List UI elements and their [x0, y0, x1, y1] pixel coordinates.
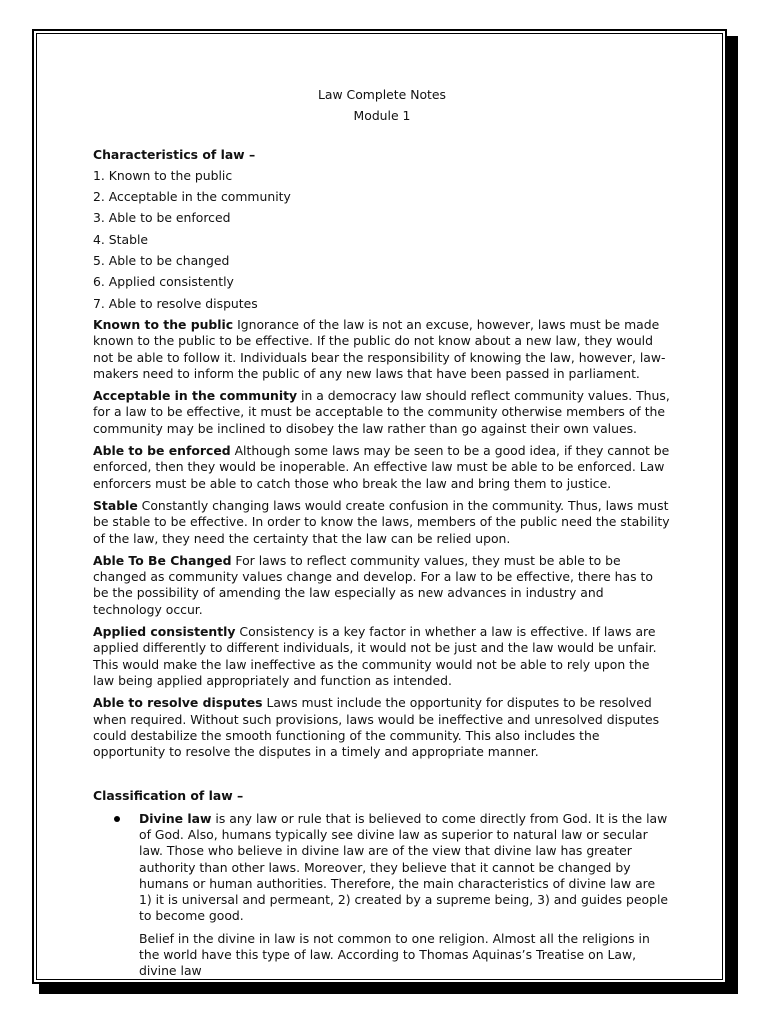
paragraph-text: in a democracy law should reflect community values. Thus, for a law to be effective, it must be acceptable to the community otherwise members of the community may be inclined to disobey the law rather than go against their own values. — [93, 388, 670, 436]
classification-heading: Classification of law – — [93, 788, 244, 804]
paragraph-text: Consistency is a key factor in whether a law is effective. If laws are applied differently to different individuals, it would not be just and the law would be unfair. This would make the law ineffective as the community would not be able to rely upon the law being applied appropriately and function as intended. — [93, 624, 657, 688]
list-item: 4. Stable — [93, 231, 149, 247]
list-item: 5. Able to be changed — [93, 253, 230, 269]
document-title: Law Complete Notes — [317, 87, 446, 102]
paragraph-term: Able To Be Changed — [93, 552, 232, 568]
paragraph-text: Although some laws may be seen to be a good idea, if they cannot be enforced, then they would be inoperable. An effective law must be able to be enforced. Law enforcers must be able to catch those who break the law and bring them to justice. — [93, 443, 670, 491]
page-content — [93, 87, 671, 980]
characteristics-heading: Characteristics of law – — [93, 146, 256, 162]
divine-law-continuation: Belief in the divine in law is not common to one religion. Almost all the religions in the world have this type of law. According to Thomas Aquinas’s Treatise on Law, divine law — [139, 930, 650, 979]
paragraph-stable — [93, 498, 671, 547]
document-page — [32, 29, 727, 984]
characteristics-list — [93, 168, 671, 312]
list-item: 3. Able to be enforced — [93, 210, 231, 226]
paragraph-text: For laws to reflect community values, they must be able to be changed as community values change and develop. For a law to be effective, there has to be the possibility of amending the law especially as new advances in industry and technology occur. — [93, 552, 653, 617]
paragraph-text: is any law or rule that is believed to come directly from God. It is the law of God. Also, humans typically see divine law as superior to natural law or secular law. Those who believe in divine law are of the view that divine law has greater authority than other laws. Moreover, they believe that it cannot be changed by humans or human authorities. Therefore, the main characteristics of divine law are 1) it is universal and permeant, 2) created by a supreme being, 3) and guides people to become good. — [139, 810, 669, 924]
paragraph-enforced — [93, 443, 671, 492]
paragraph-term: Stable — [93, 497, 138, 513]
paragraph-term: Applied consistently — [93, 624, 236, 640]
list-item-divine-law — [93, 811, 671, 925]
classification-list — [93, 811, 671, 925]
module-label: Module 1 — [353, 108, 411, 124]
list-item: 6. Applied consistently — [93, 274, 234, 290]
list-item: 2. Acceptable in the community — [93, 189, 291, 205]
list-item: 1. Known to the public — [93, 167, 233, 183]
list-item: 7. Able to resolve disputes — [93, 295, 258, 311]
paragraph-term: Divine law — [139, 810, 212, 826]
paragraph-disputes — [93, 695, 671, 760]
paragraph-term: Known to the public — [93, 316, 234, 332]
paragraph-text: Constantly changing laws would create confusion in the community. Thus, laws must be stable to be effective. In order to know the laws, members of the public need the stability of the law, they need the certainty that the law can be relied upon. — [93, 497, 670, 546]
paragraph-term: Able to resolve disputes — [93, 695, 263, 711]
paragraph-term: Acceptable in the community — [93, 388, 298, 404]
bullet-icon — [114, 816, 120, 822]
paragraph-consistently — [93, 624, 671, 689]
paragraph-term: Able to be enforced — [93, 443, 231, 459]
paragraph-known-to-public — [93, 317, 671, 382]
paragraph-text: Ignorance of the law is not an excuse, however, laws must be made known to the public to be effective. If the public do not know about a new law, they would not be able to follow it. Individuals bear the responsibility of knowing the law, however, law-makers need to inform the public of any new laws that have been passed in parliament. — [93, 316, 666, 381]
paragraph-text: Laws must include the opportunity for disputes to be resolved when required. Without such provisions, laws would be ineffective and unresolved disputes could destabilize the smooth functioning of the community. This also includes the opportunity to resolve the disputes in a timely and appropriate manner. — [93, 695, 660, 760]
paragraph-changed — [93, 553, 671, 618]
paragraph-acceptable — [93, 388, 671, 437]
